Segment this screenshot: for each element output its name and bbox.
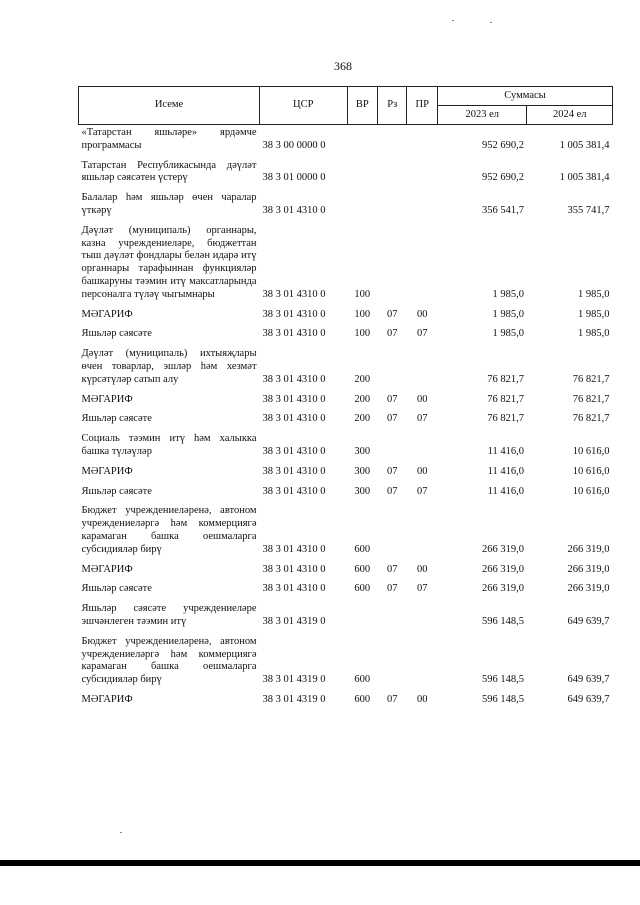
row-csr-code: 38 3 00 0000 0 <box>262 139 326 151</box>
row-rz-code <box>378 155 407 188</box>
row-sum-2023: 76 821,7 <box>487 393 524 405</box>
table-row <box>79 187 613 220</box>
row-pr-code: 07 <box>416 583 428 595</box>
row-sum-2024: 1 985,0 <box>578 308 610 320</box>
row-csr-code: 38 3 01 4310 0 <box>262 543 326 555</box>
row-csr-code: 38 3 01 4310 0 <box>262 413 326 425</box>
row-name: МӘГАРИФ <box>81 308 133 320</box>
row-rz-code <box>378 125 407 155</box>
row-rz-code: 07 <box>386 485 398 497</box>
scan-bottom-edge <box>0 860 640 866</box>
row-pr-code <box>407 125 438 155</box>
row-vr-code: 600 <box>354 693 371 705</box>
header-year-2024: 2024 ел <box>527 106 613 125</box>
row-sum-2023: 76 821,7 <box>487 373 524 385</box>
row-csr-code: 38 3 01 4310 0 <box>262 485 326 497</box>
table-row <box>79 500 613 558</box>
row-csr-code: 38 3 01 4319 0 <box>262 674 326 686</box>
table-row <box>79 304 613 324</box>
row-sum-2024: 76 821,7 <box>572 413 610 425</box>
row-sum-2023: 11 416,0 <box>487 485 524 497</box>
row-vr-code: 200 <box>354 393 371 405</box>
row-sum-2024: 1 985,0 <box>578 288 610 300</box>
row-sum-2024: 355 741,7 <box>567 204 610 216</box>
scan-speck <box>120 832 122 833</box>
row-vr-code: 600 <box>354 563 371 575</box>
row-csr-code: 38 3 01 4319 0 <box>262 615 326 627</box>
row-csr-code: 38 3 01 0000 0 <box>262 172 326 184</box>
row-rz-code <box>378 187 407 220</box>
row-sum-2024: 266 319,0 <box>567 583 610 595</box>
row-sum-2023: 266 319,0 <box>481 563 524 575</box>
row-sum-2024: 1 005 381,4 <box>559 172 610 184</box>
row-csr-code: 38 3 01 4310 0 <box>262 308 326 320</box>
row-sum-2023: 1 985,0 <box>492 308 524 320</box>
table-row <box>79 631 613 689</box>
row-pr-code: 07 <box>416 413 428 425</box>
row-rz-code <box>378 428 407 461</box>
budget-table <box>78 86 613 709</box>
row-csr-code: 38 3 01 4310 0 <box>262 563 326 575</box>
row-sum-2024: 10 616,0 <box>572 465 610 477</box>
row-sum-2024: 10 616,0 <box>572 485 610 497</box>
table-row <box>79 481 613 501</box>
row-name: МӘГАРИФ <box>81 393 133 405</box>
row-sum-2024: 1 985,0 <box>578 328 610 340</box>
row-csr-code: 38 3 01 4310 0 <box>262 204 326 216</box>
row-rz-code: 07 <box>386 308 398 320</box>
row-rz-code <box>378 500 407 558</box>
row-csr-code: 38 3 01 4310 0 <box>262 465 326 477</box>
row-csr-code: 38 3 01 4310 0 <box>262 328 326 340</box>
header-vr: ВР <box>347 87 378 125</box>
row-vr-code: 300 <box>354 485 371 497</box>
row-sum-2023: 1 985,0 <box>492 328 524 340</box>
table-row <box>79 598 613 631</box>
row-name: Балалар һәм яшьләр өчен чаралар үткәрү <box>81 192 257 216</box>
row-sum-2023: 11 416,0 <box>487 445 524 457</box>
row-sum-2023: 952 690,2 <box>481 172 524 184</box>
page-number: 368 <box>334 59 352 73</box>
row-name: Социаль тәэмин итү һәм халыкка башка түләүләр <box>81 433 257 457</box>
row-sum-2024: 10 616,0 <box>572 445 610 457</box>
row-csr-code: 38 3 01 4310 0 <box>262 445 326 457</box>
table-row <box>79 559 613 579</box>
row-sum-2023: 11 416,0 <box>487 465 524 477</box>
row-vr-code: 200 <box>354 413 371 425</box>
row-pr-code: 00 <box>416 308 428 320</box>
row-sum-2024: 266 319,0 <box>567 563 610 575</box>
table-body <box>79 125 613 709</box>
row-name: Яшьләр сәясәте <box>81 413 152 425</box>
row-pr-code: 00 <box>416 465 428 477</box>
row-pr-code: 00 <box>416 393 428 405</box>
row-vr-code <box>347 125 378 155</box>
table-row <box>79 155 613 188</box>
row-pr-code <box>407 343 438 388</box>
row-name: Бюджет учреждениеләренә, автоном учреждениеләргә һәм коммерциягә карамаган башка оешмаларга субсидияләр бирү <box>81 635 257 686</box>
row-sum-2024: 649 639,7 <box>567 674 610 686</box>
row-sum-2024: 76 821,7 <box>572 373 610 385</box>
row-csr-code: 38 3 01 4310 0 <box>262 373 326 385</box>
row-pr-code: 07 <box>416 328 428 340</box>
table-row <box>79 689 613 709</box>
row-vr-code: 600 <box>354 543 371 555</box>
row-name: МӘГАРИФ <box>81 693 133 705</box>
table-row <box>79 220 613 304</box>
row-rz-code: 07 <box>386 563 398 575</box>
row-csr-code: 38 3 01 4310 0 <box>262 393 326 405</box>
row-vr-code: 300 <box>354 445 371 457</box>
row-sum-2023: 596 148,5 <box>481 674 524 686</box>
row-pr-code: 00 <box>416 693 428 705</box>
row-rz-code <box>378 343 407 388</box>
row-sum-2023: 266 319,0 <box>481 583 524 595</box>
header-name: Исеме <box>79 87 260 125</box>
header-pr: ПР <box>407 87 438 125</box>
row-rz-code: 07 <box>386 413 398 425</box>
table-row <box>79 461 613 481</box>
row-csr-code: 38 3 01 4310 0 <box>262 583 326 595</box>
row-vr-code <box>347 598 378 631</box>
row-rz-code <box>378 220 407 304</box>
row-vr-code <box>347 187 378 220</box>
row-vr-code: 200 <box>354 373 371 385</box>
row-vr-code: 100 <box>354 308 371 320</box>
table-row <box>79 125 613 155</box>
row-name: Яшьләр сәясәте <box>81 583 152 595</box>
row-pr-code: 07 <box>416 485 428 497</box>
row-pr-code <box>407 155 438 188</box>
row-name: МӘГАРИФ <box>81 465 133 477</box>
row-pr-code <box>407 220 438 304</box>
table-row <box>79 428 613 461</box>
header-rz: Рз <box>378 87 407 125</box>
row-csr-code: 38 3 01 4310 0 <box>262 288 326 300</box>
header-year-2023: 2023 ел <box>437 106 527 125</box>
row-sum-2024: 76 821,7 <box>572 393 610 405</box>
row-name: Яшьләр сәясәте <box>81 328 152 340</box>
table-row <box>79 323 613 343</box>
scan-speck <box>490 22 492 23</box>
table-row <box>79 389 613 409</box>
table-header <box>79 87 613 125</box>
row-csr-code: 38 3 01 4319 0 <box>262 693 326 705</box>
row-rz-code <box>378 631 407 689</box>
row-name: Бюджет учреждениеләренә, автоном учреждениеләргә һәм коммерциягә карамаган башка оешмаларга субсидияләр бирү <box>81 505 257 555</box>
row-sum-2023: 76 821,7 <box>487 413 524 425</box>
row-sum-2023: 952 690,2 <box>481 139 524 151</box>
row-sum-2023: 266 319,0 <box>481 543 524 555</box>
row-vr-code: 600 <box>354 674 371 686</box>
row-pr-code <box>407 598 438 631</box>
row-name: Яшьләр сәясәте учреждениеләре эшчәнлеген тәэмин итү <box>81 603 257 627</box>
row-pr-code <box>407 631 438 689</box>
row-sum-2023: 596 148,5 <box>481 615 524 627</box>
row-sum-2024: 266 319,0 <box>567 543 610 555</box>
table-row <box>79 408 613 428</box>
row-pr-code: 00 <box>416 563 428 575</box>
row-name: Татарстан Республикасында дәүләт яшьләр сәясәтен үстерү <box>81 159 257 184</box>
table-row <box>79 343 613 388</box>
row-rz-code: 07 <box>386 693 398 705</box>
row-rz-code: 07 <box>386 328 398 340</box>
row-vr-code <box>347 155 378 188</box>
row-name: Дәүләт (муниципаль) органнары, казна учреждениеләре, бюджеттан тыш дәүләт фондлары белән идарә итү органнары тарафыннан функцияләр башкаруны тәэмин итү максатларында персоналга түләү чыгымнары <box>81 224 257 300</box>
row-pr-code <box>407 500 438 558</box>
header-csr: ЦСР <box>260 87 347 125</box>
row-vr-code: 100 <box>354 288 371 300</box>
row-sum-2023: 356 541,7 <box>481 204 524 216</box>
row-rz-code: 07 <box>386 583 398 595</box>
row-rz-code <box>378 598 407 631</box>
row-sum-2023: 1 985,0 <box>492 288 524 300</box>
row-rz-code: 07 <box>386 393 398 405</box>
row-vr-code: 600 <box>354 583 371 595</box>
row-name: Дәүләт (муниципаль) ихтыяҗлары өчен товарлар, эшләр һәм хезмәт күрсәтүләр сатып алу <box>81 348 257 385</box>
table-row <box>79 578 613 598</box>
row-vr-code: 300 <box>354 465 371 477</box>
row-pr-code <box>407 187 438 220</box>
row-pr-code <box>407 428 438 461</box>
row-sum-2024: 649 639,7 <box>567 693 610 705</box>
row-vr-code: 100 <box>354 328 371 340</box>
row-sum-2024: 649 639,7 <box>567 615 610 627</box>
row-rz-code: 07 <box>386 465 398 477</box>
row-name: МӘГАРИФ <box>81 563 133 575</box>
row-sum-2024: 1 005 381,4 <box>559 139 610 151</box>
scan-speck <box>452 20 454 21</box>
row-sum-2023: 596 148,5 <box>481 693 524 705</box>
row-name: Яшьләр сәясәте <box>81 485 152 497</box>
header-sums: Суммасы <box>437 87 612 106</box>
row-name: «Татарстан яшьләре» ярдәмче программасы <box>81 127 257 151</box>
